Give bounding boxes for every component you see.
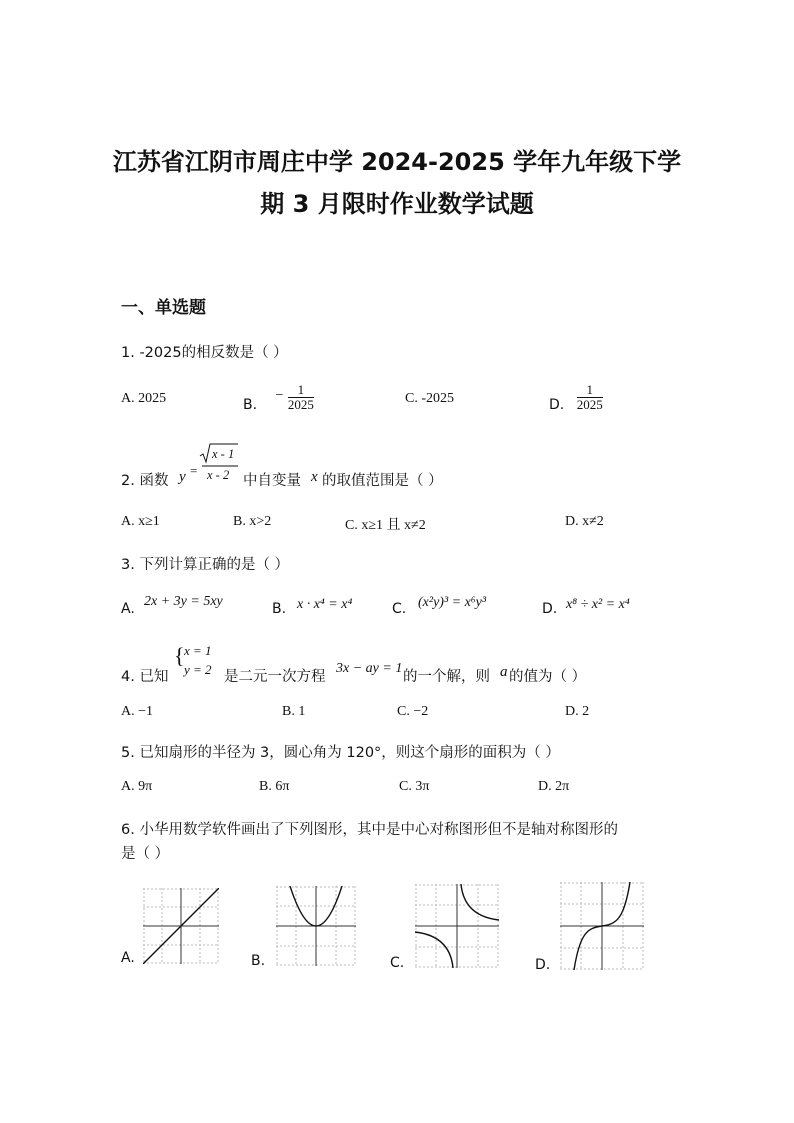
q4-var-a: a (500, 664, 508, 680)
q5-option-d: D. 2π (538, 779, 570, 794)
q2-tail: 的取值范围是（ ） (322, 473, 443, 489)
q3-option-b: x · x⁴ = x⁴ (297, 597, 353, 612)
q2-option-a: A. x≥1 (121, 514, 160, 529)
q1-option-d-label: D. (549, 397, 565, 413)
q2-num: 2. 函数 (121, 473, 169, 489)
q6-option-c-label: C. (390, 955, 405, 971)
q2-denominator: x - 2 (207, 468, 230, 482)
q3-option-b-label: B. (272, 601, 287, 617)
q1-option-b-numerator: 1 (288, 383, 314, 398)
q4-num: 4. 已知 (121, 669, 169, 685)
q2-equals: = (190, 463, 198, 478)
q1-option-a: A. 2025 (121, 391, 167, 406)
q4-option-d: D. 2 (565, 704, 590, 719)
q6-option-d-label: D. (535, 957, 551, 973)
q6-stem-line2: 是（ ） (121, 846, 170, 862)
q5-option-b: B. 6π (259, 779, 290, 794)
q1-option-d-fraction (577, 383, 603, 412)
q2-option-b: B. x>2 (233, 514, 272, 529)
section-heading: 一、单选题 (121, 298, 206, 318)
q1-option-c: C. -2025 (405, 391, 454, 406)
q3-option-d: x⁸ ÷ x² = x⁴ (566, 597, 630, 612)
q5-stem: 5. 已知扇形的半径为 3，圆心角为 120°，则这个扇形的面积为（ ） (121, 745, 560, 761)
q1-option-b-label: B. (243, 397, 258, 413)
q3-option-d-label: D. (542, 601, 558, 617)
q6-option-a-label: A. (121, 950, 135, 966)
q2-option-d: D. x≠2 (565, 514, 604, 529)
q2-x: x (311, 469, 318, 485)
q6-graph-b-parabola (276, 886, 356, 966)
q4-equation: 3x − ay = 1 (336, 661, 403, 676)
q4-option-a: A. −1 (121, 704, 154, 719)
q3-option-c: (x²y)³ = x⁶y³ (418, 595, 487, 610)
q2-option-c: C. x≥1 且 x≠2 (345, 518, 426, 533)
q4-option-c: C. −2 (397, 704, 429, 719)
q1-option-b-fraction (288, 383, 314, 412)
q6-graph-d-cubic (560, 882, 644, 970)
q5-option-c: C. 3π (399, 779, 430, 794)
q6-graph-c-hyperbola (415, 884, 499, 968)
q6-option-b-label: B. (251, 953, 266, 969)
q4-system-eq1: x = 1 (184, 643, 212, 658)
q1-option-b-sign: − (275, 388, 284, 403)
q4-system-eq2: y = 2 (184, 662, 212, 677)
q1-option-d-numerator: 1 (577, 383, 603, 398)
q4-tail: 的值为（ ） (509, 669, 587, 685)
q1-option-b-denominator: 2025 (287, 397, 314, 412)
q4-option-b: B. 1 (282, 704, 306, 719)
q2-numerator: x - 1 (212, 447, 235, 461)
doc-title-line2: 期 3 月限时作业数学试题 (260, 190, 534, 218)
q1-option-d (549, 383, 603, 413)
q1-stem: 1. -2025的相反数是（ ） (121, 345, 288, 361)
q6-graph-a-line (143, 888, 219, 964)
q6-stem-line1: 6. 小华用数学软件画出了下列图形，其中是中心对称图形但不是轴对称图形的 (121, 822, 618, 838)
q3-option-c-label: C. (392, 601, 407, 617)
q1-option-d-denominator: 2025 (576, 397, 603, 412)
q4-mid2: 的一个解，则 (403, 669, 490, 685)
q1-option-b (243, 383, 314, 413)
q3-stem: 3. 下列计算正确的是（ ） (121, 557, 290, 573)
q2-mid: 中自变量 (243, 473, 301, 489)
doc-title-line1: 江苏省江阴市周庄中学 2024-2025 学年九年级下学 (112, 148, 682, 176)
q3-option-a-label: A. (121, 601, 135, 617)
q3-option-a: 2x + 3y = 5xy (144, 594, 223, 609)
q5-option-a: A. 9π (121, 779, 153, 794)
q4-mid: 是二元一次方程 (224, 669, 326, 685)
q4-brace: { (174, 643, 185, 668)
q2-y: y (179, 469, 186, 485)
